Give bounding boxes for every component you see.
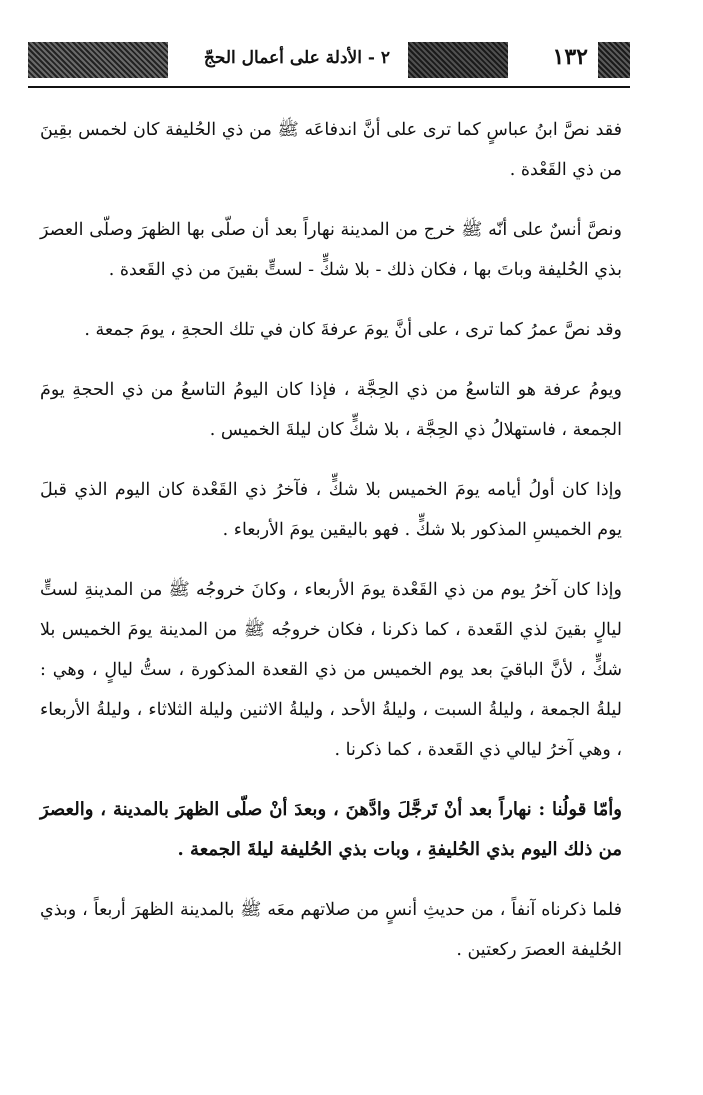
paragraph: فلما ذكرناه آنفاً ، من حديثِ أنسٍ من صلاتهم معَه ﷺ بالمدينة الظهرَ أربعاً ، وبذي الحُليفة العصرَ ركعتين .	[40, 900, 622, 960]
running-title: ٢ - الأدلة على أعمال الحجّ	[203, 48, 390, 68]
page-header	[28, 38, 630, 82]
header-ornament-block	[408, 42, 508, 78]
header-rule	[28, 86, 630, 88]
paragraph: وإذا كان آخرُ يوم من ذي القَعْدة يومَ الأربعاء ، وكانَ خروجُه ﷺ من المدينةِ لستٍّ ليالٍ بقينَ لذي القَعدة ، كما ذكرنا ، فكان خروجُه ﷺ من المدينة يومَ الخميس بلا شكٍّ ، لأنَّ الباقيَ بعد يوم الخميس من ذي القعدة المذكورة ، ستُّ ليالٍ ، وهي : ليلةُ الجمعة ، وليلةُ السبت ، وليلةُ الأحد ، وليلةُ الاثنين وليلة الثلاثاء ، وليلةُ الأربعاء ، وهي آخرُ ليالي ذي القَعدة ، كما ذكرنا .	[40, 580, 622, 760]
paragraph: ونصَّ أنسٌ على أنّه ﷺ خرج من المدينة نهاراً بعد أن صلّى بها الظهرَ وصلّى العصرَ بذي الحُليفة وباتَ بها ، فكان ذلك - بلا شكٍّ - لستٍّ بقينَ من ذي القَعدة .	[40, 220, 622, 280]
page-number: ١٣٢	[552, 44, 588, 70]
paragraph: ويومُ عرفة هو التاسعُ من ذي الحِجَّة ، فإذا كان اليومُ التاسعُ من ذي الحجةِ يومَ الجمعة ، فاستهلالُ ذي الحِجَّة ، بلا شكٍّ كان ليلةَ الخميس .	[40, 380, 622, 440]
paragraph: فقد نصَّ ابنُ عباسٍ كما ترى على أنَّ اندفاعَه ﷺ من ذي الحُليفة كان لخمس بقِينَ من ذي القَعْدة .	[40, 120, 622, 180]
header-ornament-left	[28, 42, 168, 78]
paragraph: وقد نصَّ عمرُ كما ترى ، على أنَّ يومَ عرفةَ كان في تلك الحجةِ ، يومَ جمعة .	[84, 320, 622, 340]
body-text	[40, 110, 622, 990]
bold-paragraph: وأمّا قولُنا : نهاراً بعد أنْ تَرجَّلَ وادَّهنَ ، وبعدَ أنْ صلّى الظهرَ بالمدينة ، والعصرَ من ذلك اليوم بذي الحُليفةِ ، وبات بذي الحُليفة ليلةَ الجمعة .	[40, 799, 622, 860]
corner-ornament	[598, 42, 630, 78]
paragraph: وإذا كان أولُ أيامه يومَ الخميس بلا شكٍّ ، فآخرُ ذي القَعْدة كان اليوم الذي قبلَ يوم الخميسِ المذكور بلا شكٍّ . فهو باليقين يومَ الأربعاء .	[40, 480, 623, 540]
